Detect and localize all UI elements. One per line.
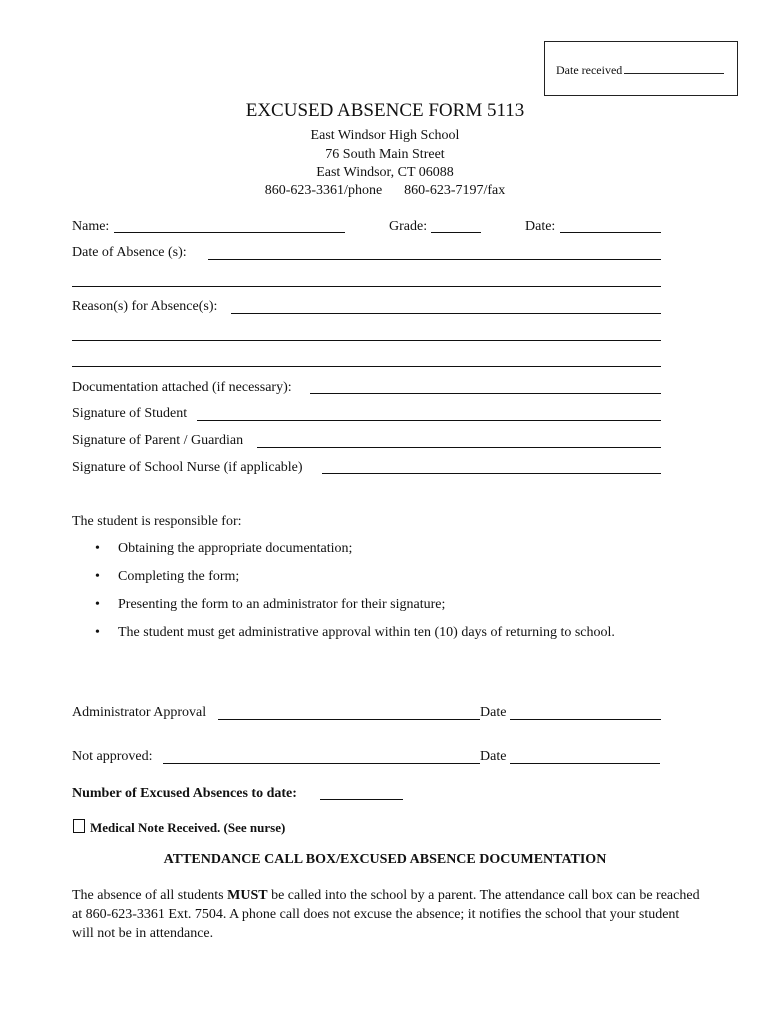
- not-approved-date-label: Date: [480, 749, 507, 764]
- admin-approval-field[interactable]: [218, 719, 480, 720]
- responsibilities-intro: The student is responsible for:: [72, 514, 242, 529]
- school-city: East Windsor, CT 06088: [316, 165, 454, 180]
- name-field[interactable]: [114, 232, 345, 233]
- not-approved-label: Not approved:: [72, 749, 153, 764]
- date-received-line[interactable]: [624, 62, 724, 74]
- medical-note-checkbox[interactable]: [73, 819, 85, 833]
- list-item: • Obtaining the appropriate documentation;: [95, 540, 615, 568]
- list-item: • Presenting the form to an administrator for their signature;: [95, 596, 615, 624]
- school-phone: 860-623-3361/phone: [264, 183, 383, 198]
- not-approved-date-field[interactable]: [510, 763, 660, 764]
- responsibilities-list: [95, 540, 615, 652]
- documentation-field[interactable]: [310, 393, 661, 394]
- reason-field[interactable]: [231, 313, 661, 314]
- name-label: Name:: [72, 219, 110, 234]
- reason-line-3[interactable]: [72, 366, 661, 367]
- date-of-absence-label: Date of Absence (s):: [72, 245, 187, 260]
- school-name: East Windsor High School: [310, 128, 460, 143]
- signature-parent-field[interactable]: [257, 447, 661, 448]
- admin-date-label: Date: [480, 705, 507, 720]
- date-of-absence-field[interactable]: [208, 259, 661, 260]
- grade-field[interactable]: [431, 232, 481, 233]
- reason-label: Reason(s) for Absence(s):: [72, 299, 218, 314]
- date-field[interactable]: [560, 232, 661, 233]
- admin-date-field[interactable]: [510, 719, 661, 720]
- school-street: 76 South Main Street: [325, 147, 445, 162]
- form-title: EXCUSED ABSENCE FORM 5113: [245, 100, 525, 121]
- call-box-paragraph: The absence of all students MUST be called into the school by a parent. The attendance call box can be reached at 860-623-3361 Ext. 7504. A phone call does not excuse the absence; it notifies the school that your student will not be in attendance.: [72, 888, 700, 941]
- excused-count-label: Number of Excused Absences to date:: [72, 786, 297, 801]
- must-emphasis: MUST: [227, 888, 268, 903]
- grade-label: Grade:: [389, 219, 428, 234]
- excused-count-field[interactable]: [320, 799, 403, 800]
- date-label: Date:: [525, 219, 556, 234]
- signature-nurse-field[interactable]: [322, 473, 661, 474]
- signature-nurse-label: Signature of School Nurse (if applicable): [72, 460, 303, 475]
- medical-note-label: Medical Note Received. (See nurse): [90, 820, 286, 835]
- list-item: • Completing the form;: [95, 568, 615, 596]
- call-box-heading: ATTENDANCE CALL BOX/EXCUSED ABSENCE DOCUMENTATION: [163, 852, 607, 867]
- school-fax: 860-623-7197/fax: [404, 183, 506, 198]
- signature-parent-label: Signature of Parent / Guardian: [72, 433, 244, 448]
- school-contact: [0, 183, 770, 199]
- admin-approval-label: Administrator Approval: [72, 705, 207, 720]
- list-item: • The student must get administrative approval within ten (10) days of returning to school.: [95, 624, 615, 652]
- documentation-label: Documentation attached (if necessary):: [72, 380, 292, 395]
- date-received-box: [544, 41, 738, 96]
- signature-student-field[interactable]: [197, 420, 661, 421]
- date-received-label: Date received: [556, 62, 724, 78]
- date-of-absence-line-2[interactable]: [72, 286, 661, 287]
- reason-line-2[interactable]: [72, 340, 661, 341]
- not-approved-field[interactable]: [163, 763, 480, 764]
- signature-student-label: Signature of Student: [72, 406, 188, 421]
